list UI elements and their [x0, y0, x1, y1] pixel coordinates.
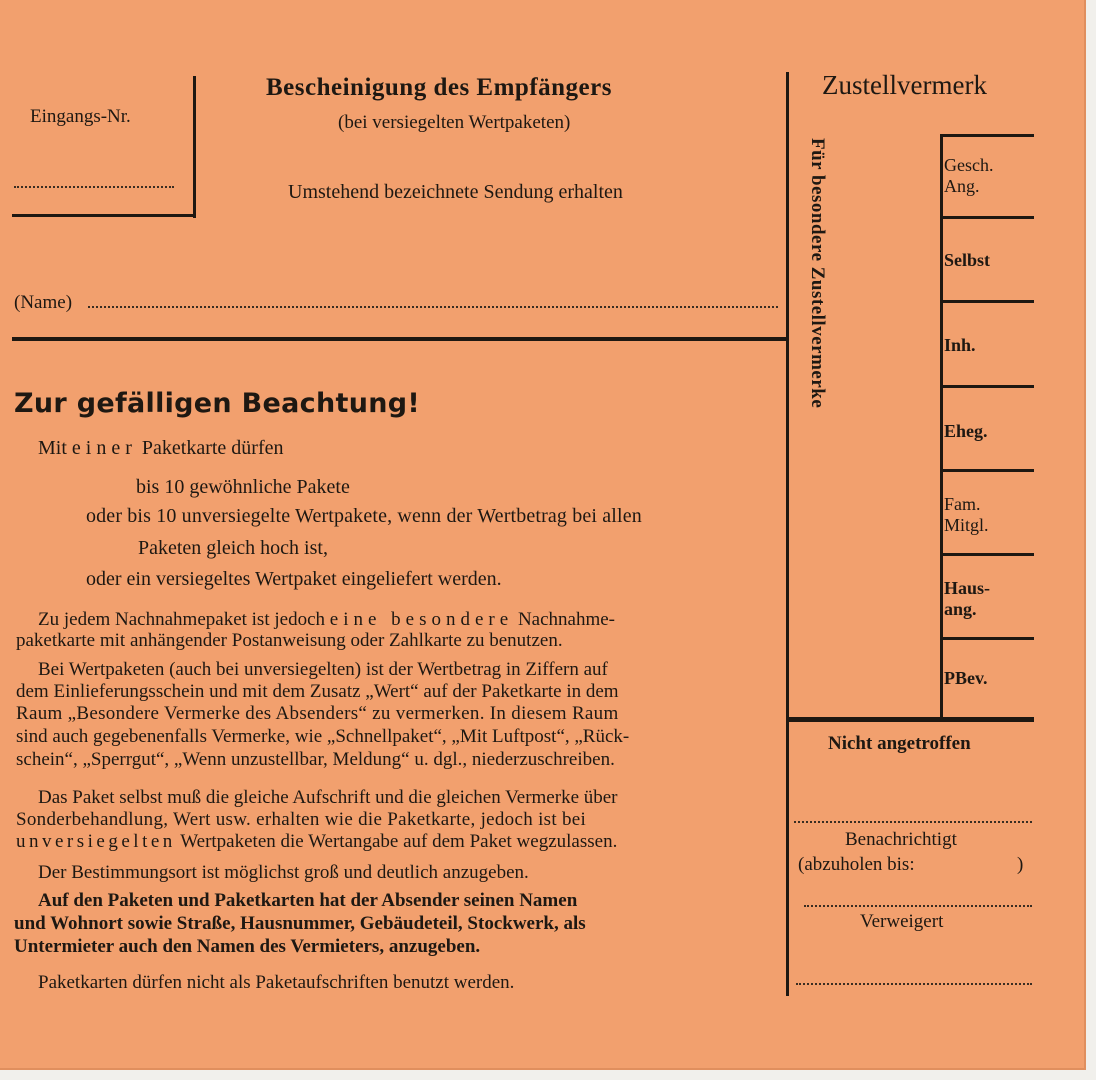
abzuholen-label: (abzuholen bis: [798, 854, 915, 875]
notice-para-5-line-2: und Wohnort sowie Straße, Hausnummer, Gebäudeteil, Stockwerk, als [14, 913, 586, 934]
notice-para-2-line-1: Bei Wertpaketen (auch bei unversiegelten) ist der Wertbetrag in Ziffern auf [38, 659, 608, 680]
zustell-vertical-label: Für besondere Zustellvermerke [807, 138, 828, 409]
notice-para-3-c-a: unversiegelten [16, 831, 176, 852]
certificate-title: Bescheinigung des Empfängers [266, 74, 612, 101]
field-separator-5 [940, 553, 1034, 556]
notice-para-3-line-2: Sonderbehandlung, Wert usw. erhalten wie die Paketkarte, jedoch ist bei [16, 809, 587, 830]
verweigert: Verweigert [860, 911, 944, 932]
notice-intro-b: einer [71, 437, 137, 459]
fields-bottom-rule [788, 717, 1034, 722]
notice-para-5-line-3: Untermieter auch den Namen des Vermieters, anzugeben. [14, 936, 481, 957]
notice-item-1: bis 10 gewöhnliche Pakete [136, 476, 350, 498]
field-separator-2 [940, 300, 1034, 303]
eingangs-nr-label: Eingangs-Nr. [30, 106, 131, 127]
nicht-dotted-line [794, 821, 1032, 823]
field-eheg: Eheg. [944, 421, 988, 441]
eingangs-box-bottom-border [12, 214, 196, 217]
eingangs-nr-dotted-line [14, 186, 174, 188]
notice-para-2-line-4: sind auch gegebenenfalls Vermerke, wie „Schnellpaket“, „Mit Luftpost“, „Rück- [16, 726, 630, 747]
notice-para-2-line-2: dem Einlieferungsschein und mit dem Zusatz „Wert“ auf der Paketkarte in dem [16, 681, 619, 702]
header-separator [12, 337, 786, 341]
name-label: (Name) [14, 292, 73, 313]
certificate-subtitle: (bei versiegelten Wertpaketen) [338, 112, 571, 133]
name-dotted-line [88, 306, 778, 308]
field-inh: Inh. [944, 335, 976, 355]
notice-para-1-a: Zu jedem Nachnahmepaket ist jedoch [38, 609, 326, 630]
field-gesch-ang: Gesch. Ang. [944, 155, 994, 196]
notice-para-3-line-3 [16, 831, 617, 853]
notice-para-1-line-2: paketkarte mit anhängender Postanweisung oder Zahlkarte zu benutzen. [16, 630, 563, 651]
notice-para-6: Paketkarten dürfen nicht als Paketaufschriften benutzt werden. [38, 972, 515, 993]
notice-intro [38, 437, 284, 460]
notice-para-5-line-1: Auf den Paketen und Paketkarten hat der Absender seinen Namen [38, 890, 578, 911]
zustell-title: Zustellvermerk [822, 70, 987, 100]
fields-left-border [940, 134, 943, 721]
abzuholen-close: ) [1017, 854, 1024, 875]
main-vertical-divider [786, 72, 789, 996]
field-separator-4 [940, 469, 1034, 472]
notice-item-2: oder bis 10 unversiegelte Wertpakete, wenn der Wertbetrag bei allen [86, 505, 642, 527]
field-separator-1 [940, 216, 1034, 219]
verweigert-dotted-line [796, 983, 1032, 985]
nicht-angetroffen: Nicht angetroffen [828, 733, 971, 754]
field-separator-3 [940, 385, 1034, 388]
notice-para-2-line-5: schein“, „Sperrgut“, „Wenn unzustellbar, Meldung“ u. dgl., niederzuschreiben. [16, 749, 615, 770]
notice-para-1-line-1 [38, 609, 615, 631]
notice-intro-a: Mit [38, 437, 67, 459]
fields-top-border [940, 134, 1034, 137]
notice-heading: Zur gefälligen Beachtung! [14, 388, 420, 419]
benachrichtigt: Benachrichtigt [845, 829, 957, 850]
notice-para-3-line-1: Das Paket selbst muß die gleiche Aufschrift und die gleichen Vermerke über [38, 787, 618, 808]
benachrichtigt-dotted-line [804, 905, 1032, 907]
field-separator-6 [940, 637, 1034, 640]
field-fam-mitgl: Fam. Mitgl. [944, 494, 989, 535]
field-selbst: Selbst [944, 250, 991, 270]
notice-para-1-b: eine besondere [329, 609, 514, 630]
notice-para-3-c-b: Wertpaketen die Wertangabe auf dem Paket wegzulassen. [180, 831, 618, 852]
field-haus-ang: Haus- ang. [944, 578, 991, 619]
notice-intro-c: Paketkarte dürfen [141, 437, 284, 459]
notice-para-2-line-3: Raum „Besondere Vermerke des Absenders“ zu vermerken. In diesem Raum [16, 703, 619, 724]
notice-para-4: Der Bestimmungsort ist möglichst groß und deutlich anzugeben. [38, 862, 529, 883]
eingangs-box-right-border [193, 76, 196, 218]
notice-para-1-c: Nachnahme- [517, 609, 615, 630]
notice-item-3: oder ein versiegeltes Wertpaket eingeliefert werden. [86, 568, 502, 590]
received-text: Umstehend bezeichnete Sendung erhalten [288, 181, 623, 203]
field-pbev: PBev. [944, 668, 988, 688]
notice-item-2b: Paketen gleich hoch ist, [138, 537, 328, 559]
